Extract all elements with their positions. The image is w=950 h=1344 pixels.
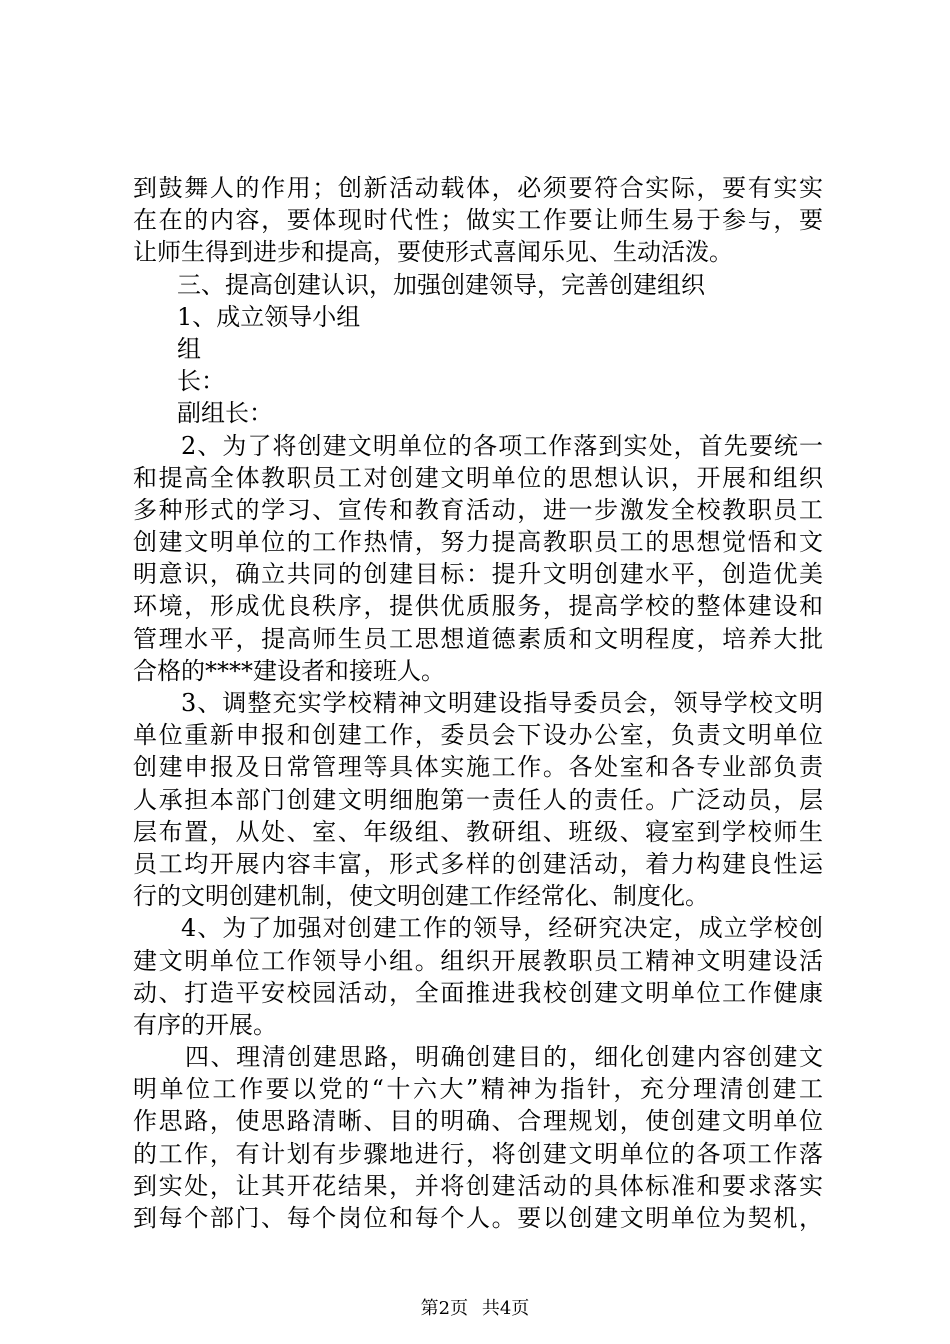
text-line: 的工作，有计划有步骤地进行，将创建文明单位的各项工作落 [133,1139,823,1168]
text-line: 员工均开展内容丰富，形式多样的创建活动，着力构建良性运 [133,849,823,878]
page-footer [0,1297,950,1321]
text-line: 到鼓舞人的作用；创新活动载体，必须要符合实际，要有实实 [133,174,823,202]
text-line: 创建申报及日常管理等具体实施工作。各处室和各专业部负责 [133,753,823,782]
text-line: 层布置，从处、室、年级组、教研组、班级、寝室到学校师生 [133,817,823,846]
text-line: 到每个部门、每个岗位和每个人。要以创建文明单位为契机， [133,1204,823,1232]
text-line: 3、调整充实学校精神文明建设指导委员会，领导学校文明 [181,689,823,717]
text-line: 明意识，确立共同的创建目标：提升文明创建水平，创造优美 [133,560,823,589]
text-line: 人承担本部门创建文明细胞第一责任人的责任。广泛动员，层 [133,785,823,814]
text-line: 有序的开展。 [133,1010,277,1039]
text-line: 2、为了将创建文明单位的各项工作落到实处，首先要统一 [181,431,823,460]
text-line: 创建文明单位的工作热情，努力提高教职员工的思想觉悟和文 [133,528,823,557]
text-line: 长： [177,367,225,396]
text-line: 单位重新申报和创建工作，委员会下设办公室，负责文明单位 [133,721,823,750]
page-total: 共4页 [481,1298,530,1319]
text-line: 组 [177,334,201,363]
text-line: 动、打造平安校园活动，全面推进我校创建文明单位工作健康 [133,978,823,1007]
text-line: 到实处，让其开花结果，并将创建活动的具体标准和要求落实 [133,1171,823,1200]
text-line: 副组长： [177,399,273,428]
text-line: 多种形式的学习、宣传和教育活动，进一步激发全校教职员工 [133,495,823,524]
text-line: 和提高全体教职员工对创建文明单位的思想认识，开展和组织 [133,463,823,492]
text-line: 4、为了加强对创建工作的领导，经研究决定，成立学校创 [181,914,823,943]
text-line: 让师生得到进步和提高，要使形式喜闻乐见、生动活泼。 [133,238,733,267]
page-number: 第2页 [420,1298,469,1319]
text-line: 在在的内容，要体现时代性；做实工作要让师生易于参与，要 [133,206,823,235]
text-line: 行的文明创建机制，使文明创建工作经常化、制度化。 [133,882,709,911]
document-body [133,172,823,1234]
list-item: 1、成立领导小组 [177,302,361,331]
text-line: 环境，形成优良秩序，提供优质服务，提高学校的整体建设和 [133,592,823,621]
text-line: 明单位工作要以党的“十六大”精神为指针，充分理清创建工 [133,1075,823,1104]
text-line: 建文明单位工作领导小组。组织开展教职员工精神文明建设活 [133,946,823,975]
text-line: 合格的****建设者和接班人。 [133,656,445,685]
section-heading: 四、理清创建思路，明确创建目的，细化创建内容创建文 [185,1043,823,1072]
section-heading: 三、提高创建认识，加强创建领导，完善创建组织 [177,270,705,299]
text-line: 作思路，使思路清晰、目的明确、合理规划，使创建文明单位 [133,1107,823,1136]
text-line: 管理水平，提高师生员工思想道德素质和文明程度，培养大批 [133,624,823,653]
